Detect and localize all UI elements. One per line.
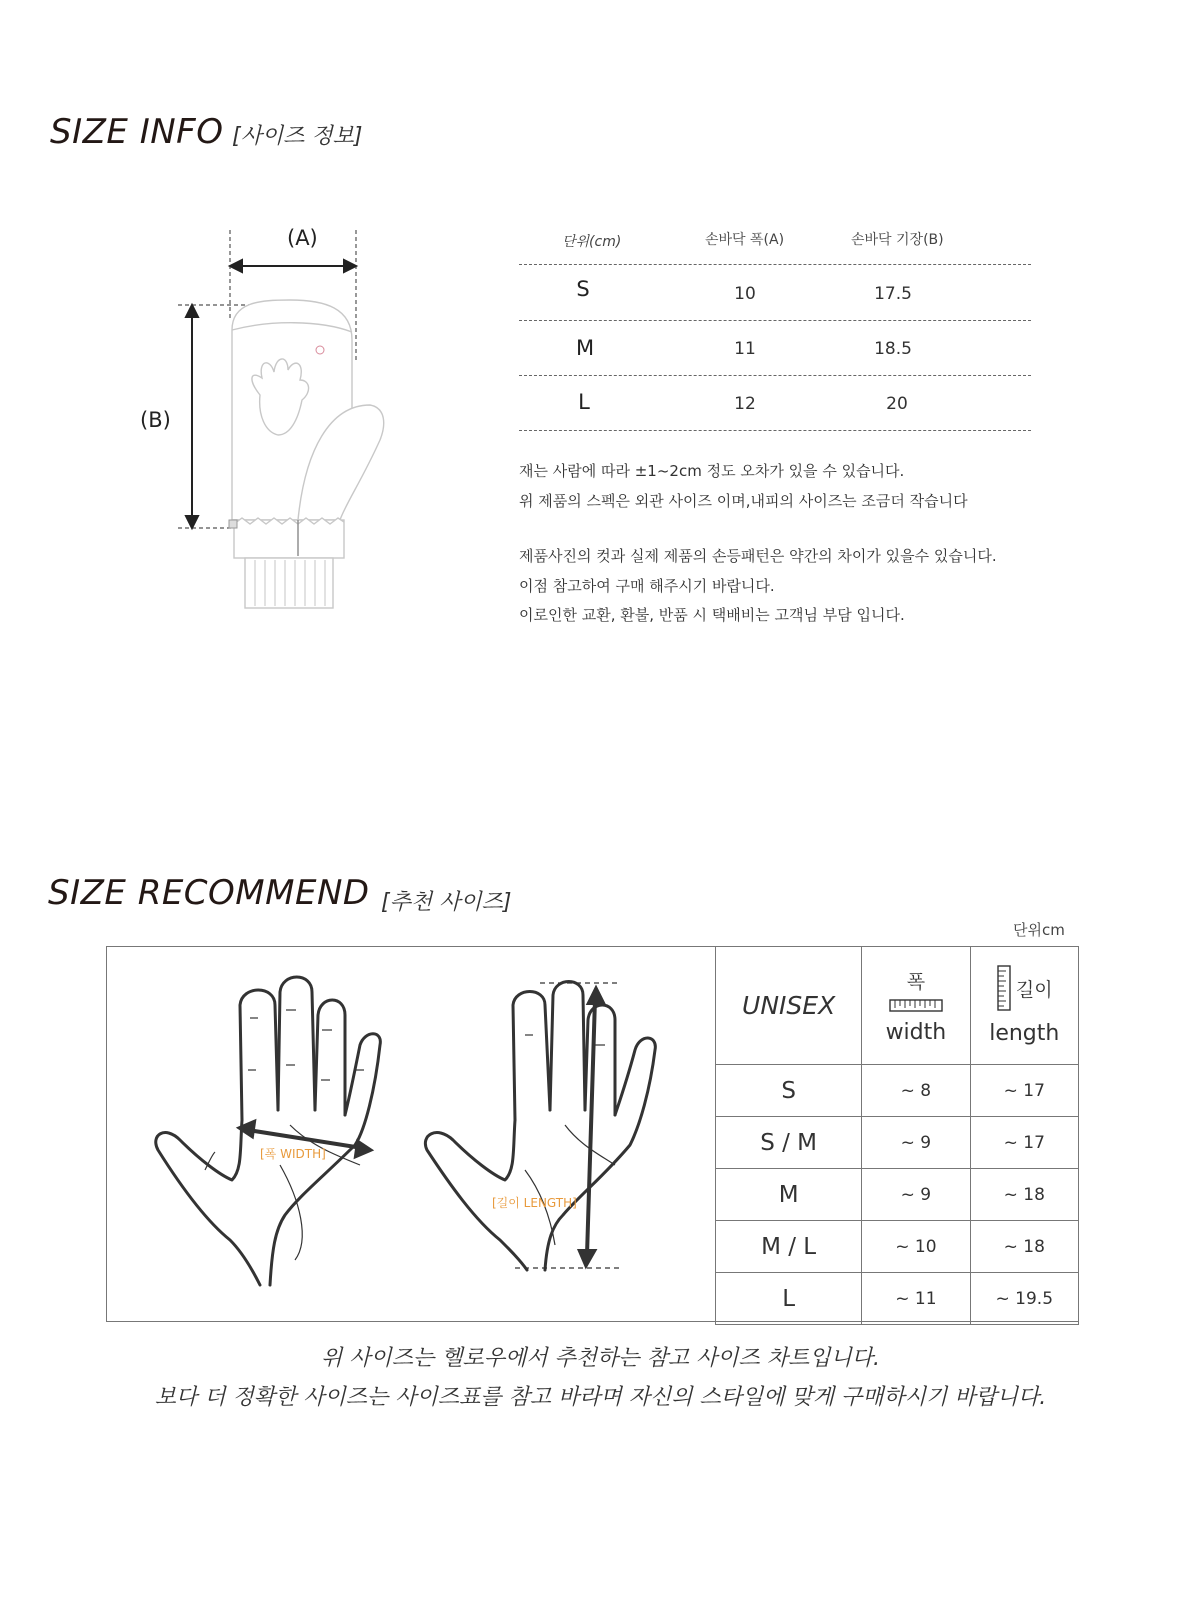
length-m: 18.5 — [874, 339, 912, 359]
length-header — [970, 947, 1078, 1065]
width-label: [폭 WIDTH] — [260, 1147, 326, 1161]
table-divider — [519, 430, 1031, 431]
width-header-ko: 폭 — [906, 970, 926, 993]
note-line: 위 제품의 스펙은 외관 사이즈 이며,내피의 사이즈는 조금더 작습니다 — [519, 492, 968, 510]
size-recommend-title: SIZE RECOMMEND — [48, 873, 370, 913]
note-line: 이점 참고하여 구매 해주시기 바랍니다. — [519, 577, 775, 595]
width-cell: ~ 8 — [862, 1065, 970, 1117]
palm-width-header: 손바닥 폭(A) — [705, 232, 785, 248]
closing-line: 위 사이즈는 헬로우에서 추천하는 참고 사이즈 차트입니다. — [320, 1346, 880, 1371]
length-s: 17.5 — [874, 284, 912, 304]
table-row — [716, 1065, 1079, 1117]
length-cell: ~ 18 — [970, 1169, 1078, 1221]
length-cell: ~ 19.5 — [970, 1273, 1078, 1325]
label-a: (A) — [287, 226, 318, 250]
table-divider — [519, 264, 1031, 265]
ruler-horizontal-icon — [889, 996, 943, 1014]
note-line: 제품사진의 컷과 실제 제품의 손등패턴은 약간의 차이가 있을수 있습니다. — [519, 547, 997, 565]
width-l: 12 — [734, 394, 756, 414]
closing-line: 보다 더 정확한 사이즈는 사이즈표를 참고 바라며 자신의 스타일에 맞게 구매하시기 바랍니다. — [154, 1385, 1047, 1410]
width-cell: ~ 11 — [862, 1273, 970, 1325]
width-header-en: width — [885, 1019, 947, 1045]
size-cell: M / L — [716, 1221, 862, 1273]
table-row — [716, 1273, 1079, 1325]
length-header-ko: 길이 — [1015, 978, 1053, 1001]
size-recommend-subtitle: [추천 사이즈] — [381, 890, 512, 915]
unit-label: 단위cm — [1013, 921, 1065, 939]
width-cell: ~ 9 — [862, 1169, 970, 1221]
size-m: M — [575, 336, 595, 360]
size-info-title: SIZE INFO — [50, 112, 224, 152]
length-header-en: length — [989, 1021, 1060, 1046]
table-divider — [519, 375, 1031, 376]
table-row — [716, 1169, 1079, 1221]
size-cell: S / M — [716, 1117, 862, 1169]
ruler-vertical-icon — [996, 965, 1012, 1011]
size-info-subtitle: [사이즈 정보] — [232, 124, 363, 149]
length-l: 20 — [886, 394, 908, 414]
note-line: 이로인한 교환, 환불, 반품 시 택배비는 고객님 부담 입니다. — [519, 606, 905, 624]
table-row — [716, 1117, 1079, 1169]
table-row — [716, 1221, 1079, 1273]
size-cell: S — [716, 1065, 862, 1117]
size-s: S — [576, 277, 590, 301]
note-line: 재는 사람에 따라 ±1~2cm 정도 오차가 있을 수 있습니다. — [519, 462, 905, 480]
unit-header: 단위(cm) — [562, 234, 622, 250]
size-cell: M — [716, 1169, 862, 1221]
label-b: (B) — [140, 408, 171, 432]
length-cell: ~ 17 — [970, 1065, 1078, 1117]
size-cell: L — [716, 1273, 862, 1325]
length-cell: ~ 18 — [970, 1221, 1078, 1273]
width-header — [862, 947, 970, 1065]
palm-length-header: 손바닥 기장(B) — [851, 232, 944, 248]
size-l: L — [578, 390, 590, 414]
table-divider — [519, 320, 1031, 321]
width-m: 11 — [734, 339, 756, 359]
unisex-header: UNISEX — [716, 947, 862, 1065]
length-label: [길이 LENGTH] — [492, 1196, 577, 1210]
hand-width-illustration — [150, 970, 390, 1295]
width-cell: ~ 9 — [862, 1117, 970, 1169]
recommend-table — [715, 946, 1079, 1325]
width-cell: ~ 10 — [862, 1221, 970, 1273]
length-cell: ~ 17 — [970, 1117, 1078, 1169]
width-s: 10 — [734, 284, 756, 304]
hand-length-illustration — [415, 975, 675, 1290]
